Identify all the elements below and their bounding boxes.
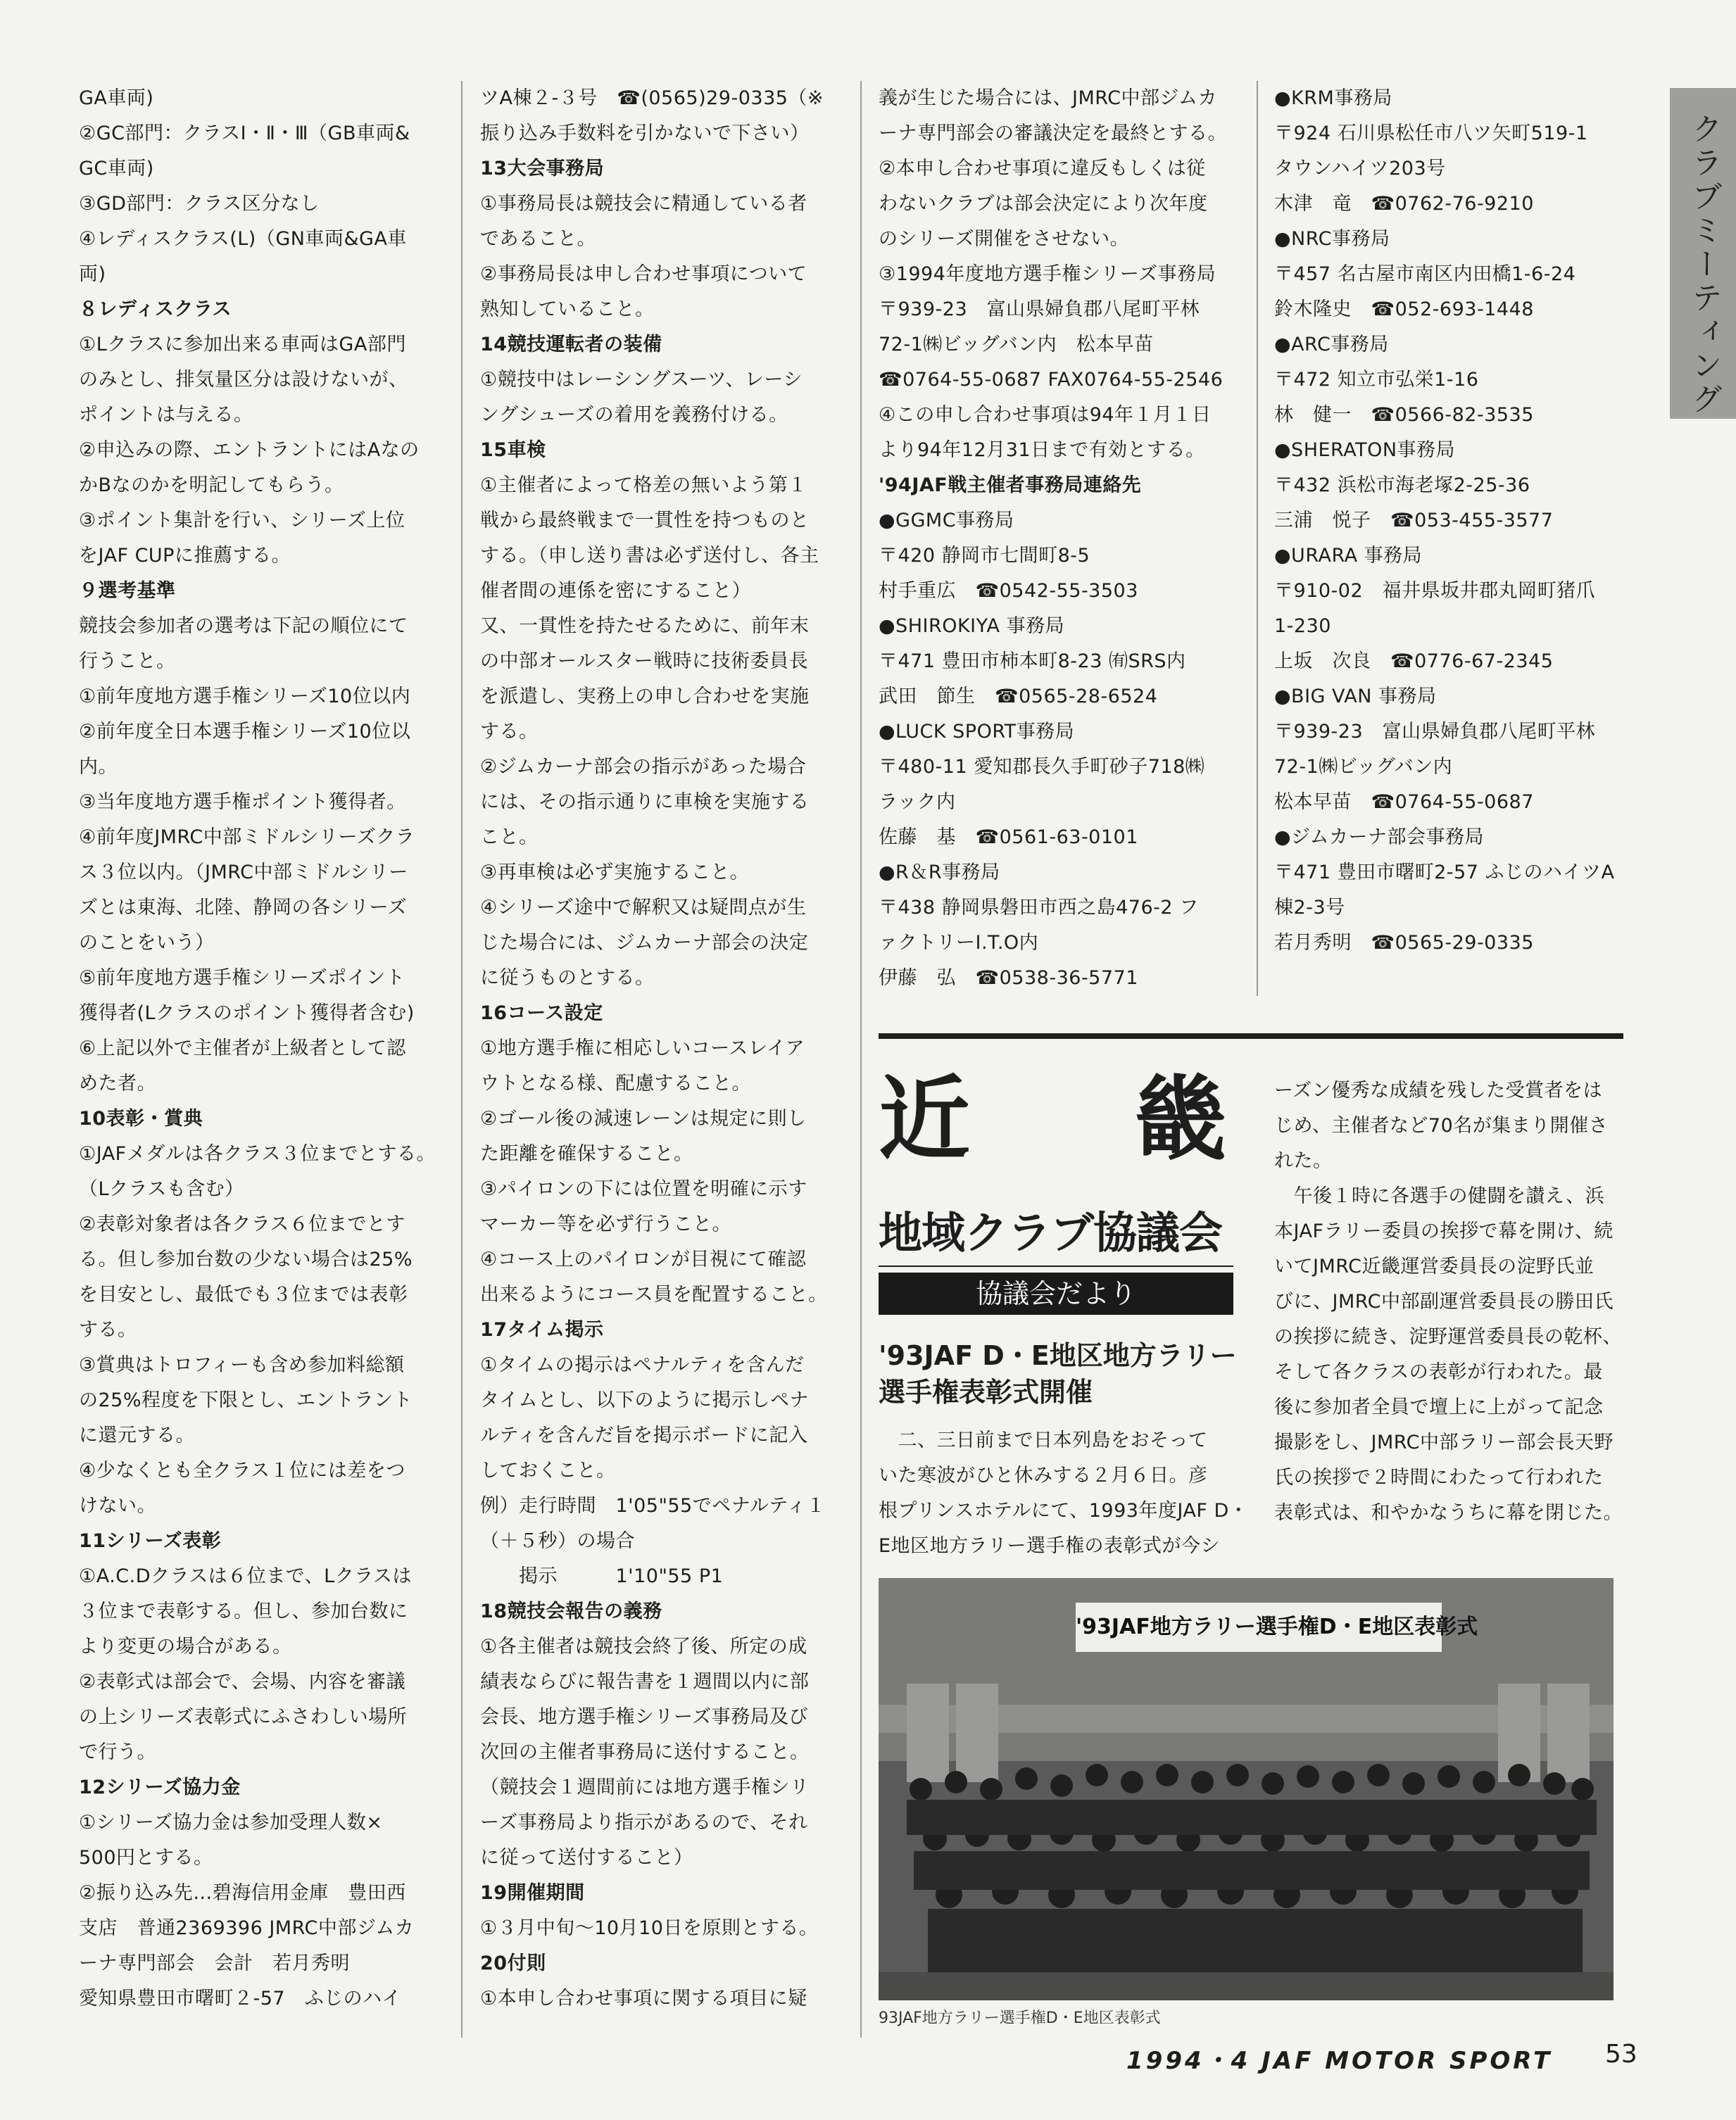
text-line: ④少なくとも全クラス１位には差をつ bbox=[79, 1460, 405, 1482]
text-line: ●URARA 事務局 bbox=[1274, 545, 1423, 567]
text-line: ①シリーズ協力金は参加受理人数× bbox=[79, 1812, 383, 1834]
text-line: のことをいう） bbox=[79, 932, 215, 954]
text-line: ③当年度地方選手権ポイント獲得者。 bbox=[79, 791, 406, 813]
section-heading: 17タイム掲示 bbox=[480, 1319, 604, 1341]
text-line: を派遣し、実務上の申し合わせを実施 bbox=[480, 686, 810, 707]
text-line: 表彰式は、和やかなうちに幕を閉じた。 bbox=[1274, 1502, 1623, 1524]
text-line: 振り込み手数料を引かないで下さい） bbox=[480, 122, 810, 144]
newsletter-bar: 協議会だより bbox=[879, 1273, 1233, 1315]
text-line: わないクラブは部会決定により次年度 bbox=[879, 193, 1208, 215]
text-line: ーズン優秀な成績を残した受賞者をは bbox=[1274, 1080, 1603, 1102]
text-line: しておくこと。 bbox=[480, 1460, 616, 1482]
text-line: ３位まで表彰する。但し、参加台数に bbox=[79, 1601, 408, 1622]
section-heading: 12シリーズ協力金 bbox=[79, 1777, 241, 1798]
text-line: ●ジムカーナ部会事務局 bbox=[1274, 826, 1484, 848]
text-line: のみとし、排気量区分は設けないが、 bbox=[79, 369, 408, 391]
text-line: をJAF CUPに推薦する。 bbox=[79, 545, 291, 567]
column-divider bbox=[1257, 81, 1258, 996]
text-line: 績表ならびに報告書を１週間以内に部 bbox=[480, 1671, 810, 1693]
text-line: 棟2-3号 bbox=[1274, 897, 1345, 919]
text-line: 72-1㈱ビッグバン内 bbox=[1274, 756, 1453, 778]
text-line: に従って送付すること） bbox=[480, 1847, 693, 1869]
text-line: 〒438 静岡県磐田市西之島476-2 フ bbox=[879, 897, 1199, 919]
text-line: ーズ事務局より指示があるので、それ bbox=[480, 1812, 808, 1834]
text-line: ①地方選手権に相応しいコースレイア bbox=[480, 1037, 805, 1059]
text-line: 上坂 次良 ☎0776-67-2345 bbox=[1274, 650, 1554, 672]
section-heading: 18競技会報告の義務 bbox=[480, 1601, 662, 1622]
text-line: で行う。 bbox=[79, 1741, 156, 1763]
article-title-line-2: 選手権表彰式開催 bbox=[879, 1377, 1093, 1408]
text-line: ④レディスクラス(L)（GN車両&GA車 bbox=[79, 228, 407, 250]
text-line: ①各主催者は競技会終了後、所定の成 bbox=[480, 1636, 807, 1658]
text-line: 熟知していること。 bbox=[480, 298, 655, 320]
text-line: ラック内 bbox=[879, 791, 956, 813]
text-line: の25%程度を下限とし、エントラント bbox=[79, 1389, 413, 1411]
council-heading: 地域クラブ協議会 bbox=[879, 1207, 1223, 1258]
text-line: 武田 節生 ☎0565-28-6524 bbox=[879, 686, 1158, 707]
text-line: 競技会参加者の選考は下記の順位にて bbox=[79, 615, 408, 637]
text-line: する。 bbox=[480, 721, 539, 743]
text-line: 〒457 名古屋市南区内田橋1-6-24 bbox=[1274, 263, 1576, 285]
text-line: じた場合には、ジムカーナ部会の決定 bbox=[480, 932, 809, 954]
text-line: ①タイムの掲示はペナルティを含んだ bbox=[480, 1354, 805, 1376]
text-line: ングシューズの着用を義務付ける。 bbox=[480, 404, 788, 426]
text-line: ①主催者によって格差の無いよう第１ bbox=[480, 474, 807, 496]
text-line: 〒939-23 富山県婦負郡八尾町平林 bbox=[1274, 721, 1596, 743]
text-line: には、その指示通りに車検を実施する bbox=[480, 791, 810, 813]
column-4 bbox=[1274, 81, 1647, 961]
text-line: ①事務局長は競技会に精通している者 bbox=[480, 193, 807, 215]
text-line: の挨拶に続き、淀野運営委員長の乾杯、 bbox=[1274, 1326, 1622, 1348]
text-line: ●GGMC事務局 bbox=[879, 510, 1014, 531]
text-line: より94年12月31日まで有効とする。 bbox=[879, 439, 1205, 461]
section-heading: 15車検 bbox=[480, 439, 546, 461]
text-line: ②振り込み先…碧海信用金庫 豊田西 bbox=[79, 1882, 406, 1904]
text-line: であること。 bbox=[480, 228, 596, 250]
text-line: マーカー等を必ず行うこと。 bbox=[480, 1213, 731, 1235]
article-title-line-1: '93JAF D・E地区地方ラリー bbox=[879, 1340, 1237, 1371]
text-line: タイムとし、以下のように掲示しペナ bbox=[480, 1389, 809, 1411]
footer-magazine: 1994・4 JAF MOTOR SPORT bbox=[1126, 2047, 1553, 2075]
text-line: 72-1㈱ビッグバン内 松本早苗 bbox=[879, 334, 1154, 355]
text-line: ②本申し合わせ事項に違反もしくは従 bbox=[879, 158, 1206, 179]
text-line: ①３月中旬～10月10日を原則とする。 bbox=[480, 1917, 819, 1939]
section-heading: ８レディスクラス bbox=[79, 298, 232, 320]
text-line: 二、三日前まで日本列島をおそって bbox=[879, 1430, 1208, 1451]
text-line: ③パイロンの下には位置を明確に示す bbox=[480, 1178, 807, 1200]
text-line: ①JAFメダルは各クラス３位までとする。 bbox=[79, 1143, 436, 1165]
text-line: GA車両) bbox=[79, 87, 154, 109]
text-line: 三浦 悦子 ☎053-455-3577 bbox=[1274, 510, 1554, 531]
section-heading: 10表彰・賞典 bbox=[79, 1108, 203, 1130]
page-number: 53 bbox=[1605, 2040, 1637, 2069]
text-line: た距離を確保すること。 bbox=[480, 1143, 693, 1165]
column-divider bbox=[860, 81, 862, 2038]
text-line: を目安とし、最低でも３位までは表彰 bbox=[79, 1284, 408, 1306]
text-line: ①Lクラスに参加出来る車両はGA部門 bbox=[79, 334, 406, 355]
photo-caption: 93JAF地方ラリー選手権D・E地区表彰式 bbox=[879, 2009, 1161, 2027]
text-line: 本JAFラリー委員の挨拶で幕を開け、続 bbox=[1274, 1220, 1614, 1242]
section-heading: 11シリーズ表彰 bbox=[79, 1530, 222, 1552]
text-line: 佐藤 基 ☎0561-63-0101 bbox=[879, 826, 1138, 848]
text-line: 根プリンスホテルにて、1993年度JAF D・ bbox=[879, 1500, 1249, 1522]
text-line: する。（申し送り書は必ず送付し、各主 bbox=[480, 545, 819, 567]
text-line: こと。 bbox=[480, 826, 539, 848]
text-line: ●LUCK SPORT事務局 bbox=[879, 721, 1075, 743]
section-heading: 16コース設定 bbox=[480, 1002, 603, 1024]
column-1 bbox=[79, 81, 448, 2017]
text-line: 村手重広 ☎0542-55-3503 bbox=[879, 580, 1138, 602]
text-line: 義が生じた場合には、JMRC中部ジムカ bbox=[879, 87, 1217, 109]
text-line: ②事務局長は申し合わせ事項について bbox=[480, 263, 807, 285]
text-line: そして各クラスの表彰が行われた。最 bbox=[1274, 1361, 1603, 1383]
text-line: 愛知県豊田市曙町２-57 ふじのハイ bbox=[79, 1988, 402, 2009]
text-line: （競技会１週間前には地方選手権シリ bbox=[480, 1777, 810, 1798]
text-line: 氏の挨拶で２時間にわたって行われた bbox=[1274, 1467, 1604, 1489]
text-line: 〒471 豊田市柿本町8-23 ㈲SRS内 bbox=[879, 650, 1186, 672]
text-line: ●SHERATON事務局 bbox=[1274, 439, 1456, 461]
text-line: 〒432 浜松市海老塚2-25-36 bbox=[1274, 474, 1530, 496]
article-body-left bbox=[879, 1423, 1247, 1564]
text-line: 〒939-23 富山県婦負郡八尾町平林 bbox=[879, 298, 1200, 320]
text-line: ーナ専門部会の審議決定を最終とする。 bbox=[879, 122, 1227, 144]
text-line: ②表彰対象者は各クラス６位までとす bbox=[79, 1213, 405, 1235]
text-line: いた寒波がひと休みする２月６日。彦 bbox=[879, 1465, 1208, 1487]
text-line: ス３位以内。（JMRC中部ミドルシリー bbox=[79, 862, 408, 883]
text-line: 両) bbox=[79, 263, 106, 285]
text-line: ーナ専門部会 会計 若月秀明 bbox=[79, 1952, 350, 1974]
text-line: 鈴木隆史 ☎052-693-1448 bbox=[1274, 298, 1534, 320]
text-line: 若月秀明 ☎0565-29-0335 bbox=[1274, 932, 1534, 954]
column-2 bbox=[480, 81, 850, 2017]
section-heading: '94JAF戦主催者事務局連絡先 bbox=[879, 474, 1142, 496]
text-line: 次回の主催者事務局に送付すること。 bbox=[480, 1741, 810, 1763]
text-line: より変更の場合がある。 bbox=[79, 1636, 292, 1658]
text-line: じめ、主催者など70名が集まり開催さ bbox=[1274, 1115, 1609, 1137]
text-line: GC車両) bbox=[79, 158, 154, 179]
text-line: ☎0764-55-0687 FAX0764-55-2546 bbox=[879, 369, 1224, 391]
text-line: ●R＆R事務局 bbox=[879, 862, 1000, 883]
section-heading: 20付則 bbox=[480, 1952, 546, 1974]
text-line: ②GC部門：クラスⅠ・Ⅱ・Ⅲ（GB車両& bbox=[79, 122, 410, 144]
text-line: びに、JMRC中部副運営委員長の勝田氏 bbox=[1274, 1291, 1614, 1313]
text-line: 戦から最終戦まで一貫性を持つものと bbox=[480, 510, 810, 531]
text-line: ②表彰式は部会で、会場、内容を審議 bbox=[79, 1671, 406, 1693]
text-line: 〒471 豊田市曙町2-57 ふじのハイツA bbox=[1274, 862, 1615, 883]
text-line: タウンハイツ203号 bbox=[1274, 158, 1446, 179]
text-line: ●ARC事務局 bbox=[1274, 334, 1389, 355]
article-body-right bbox=[1274, 1073, 1647, 1531]
section-rule bbox=[879, 1033, 1623, 1039]
text-line: ウトとなる様、配慮すること。 bbox=[480, 1073, 751, 1094]
text-line: （Lクラスも含む） bbox=[79, 1178, 244, 1200]
text-line: ②前年度全日本選手権シリーズ10位以 bbox=[79, 721, 411, 743]
section-heading: 14競技運転者の装備 bbox=[480, 334, 662, 355]
text-line: ルティを含んだ旨を掲示ボードに記入 bbox=[480, 1425, 808, 1446]
text-line: ①A.C.Dクラスは６位まで、Lクラスは bbox=[79, 1565, 412, 1587]
text-line: ②ジムカーナ部会の指示があった場合 bbox=[480, 756, 807, 778]
text-line: ③ポイント集計を行い、シリーズ上位 bbox=[79, 510, 405, 531]
group-photo bbox=[879, 1578, 1614, 2000]
text-line: の上シリーズ表彰式にふさわしい場所 bbox=[79, 1706, 408, 1728]
text-line: 〒420 静岡市七間町8-5 bbox=[879, 545, 1090, 567]
text-line: 出来るようにコース員を配置すること。 bbox=[480, 1284, 828, 1306]
text-line: 後に参加者全員で壇上に上がって記念 bbox=[1274, 1396, 1604, 1418]
text-line: ②申込みの際、エントラントにはAなの bbox=[79, 439, 420, 461]
text-line: ①前年度地方選手権シリーズ10位以内 bbox=[79, 686, 411, 707]
section-heading: 19開催期間 bbox=[480, 1882, 585, 1904]
text-line: ⑥上記以外で主催者が上級者として認 bbox=[79, 1037, 406, 1059]
text-line: 例）走行時間 1'05"55でペナルティ１ bbox=[480, 1495, 826, 1517]
text-line: ●SHIROKIYA 事務局 bbox=[879, 615, 1065, 637]
region-heading-kanji-2: 畿 bbox=[1135, 1066, 1227, 1173]
text-line: （＋５秒）の場合 bbox=[480, 1530, 635, 1552]
text-line: ●NRC事務局 bbox=[1274, 228, 1390, 250]
text-line: ④この申し合わせ事項は94年１月１日 bbox=[879, 404, 1212, 426]
text-line: E地区地方ラリー選手権の表彰式が今シ bbox=[879, 1535, 1221, 1557]
text-line: 〒472 知立市弘栄1-16 bbox=[1274, 369, 1479, 391]
text-line: 〒924 石川県松任市八ツ矢町519-1 bbox=[1274, 122, 1588, 144]
text-line: ⑤前年度地方選手権シリーズポイント bbox=[79, 967, 405, 989]
text-line: に従うものとする。 bbox=[480, 967, 655, 989]
text-line: ツA棟２-３号 ☎(0565)29-0335（※ bbox=[480, 87, 824, 109]
text-line: ③GD部門：クラス区分なし bbox=[79, 193, 320, 215]
text-line: ③1994年度地方選手権シリーズ事務局 bbox=[879, 263, 1216, 285]
text-line: 松本早苗 ☎0764-55-0687 bbox=[1274, 791, 1534, 813]
text-line: れた。 bbox=[1274, 1150, 1333, 1172]
text-line: かBなのかを明記してもらう。 bbox=[79, 474, 344, 496]
text-line: 午後１時に各選手の健闘を讃え、浜 bbox=[1274, 1185, 1605, 1207]
text-line: る。但し参加台数の少ない場合は25% bbox=[79, 1249, 413, 1270]
column-divider bbox=[461, 81, 463, 2038]
text-line: ②ゴール後の減速レーンは規定に則し bbox=[480, 1108, 807, 1130]
text-line: ④コース上のパイロンが目視にて確認 bbox=[480, 1249, 807, 1270]
text-line: 催者間の連係を密にすること） bbox=[480, 580, 751, 602]
text-line: ポイントは与える。 bbox=[79, 404, 253, 426]
text-line: 撮影をし、JMRC中部ラリー部会長天野 bbox=[1274, 1432, 1614, 1453]
text-line: ③再車検は必ず実施すること。 bbox=[480, 862, 750, 883]
text-line: ①競技中はレーシングスーツ、レーシ bbox=[480, 369, 803, 391]
text-line: けない。 bbox=[79, 1495, 156, 1517]
section-tab-label: クラブミーティング bbox=[1686, 113, 1722, 417]
text-line: ァクトリーI.T.O内 bbox=[879, 932, 1039, 954]
text-line: ●KRM事務局 bbox=[1274, 87, 1392, 109]
text-line: 掲示 1'10"55 P1 bbox=[480, 1565, 724, 1587]
text-line: ④前年度JMRC中部ミドルシリーズクラ bbox=[79, 826, 415, 848]
text-line: 500円とする。 bbox=[79, 1847, 213, 1869]
text-line: 獲得者(Lクラスのポイント獲得者含む) bbox=[79, 1002, 415, 1024]
text-line: する。 bbox=[79, 1319, 137, 1341]
text-line: ●BIG VAN 事務局 bbox=[1274, 686, 1437, 707]
column-3 bbox=[879, 81, 1252, 996]
section-heading: 13大会事務局 bbox=[480, 158, 605, 179]
text-line: いてJMRC近畿運営委員長の淀野氏並 bbox=[1274, 1256, 1595, 1277]
region-heading-kanji-1: 近 bbox=[879, 1066, 971, 1173]
section-heading: ９選考基準 bbox=[79, 580, 176, 602]
text-line: 〒910-02 福井県坂井郡丸岡町猪爪 bbox=[1274, 580, 1596, 602]
text-line: の中部オールスター戦時に技術委員長 bbox=[480, 650, 809, 672]
text-line: 〒480-11 愛知郡長久手町砂子718㈱ bbox=[879, 756, 1205, 778]
text-line: 木津 竜 ☎0762-76-9210 bbox=[1274, 193, 1534, 215]
photo-banner: '93JAF地方ラリー選手権D・E地区表彰式 bbox=[1076, 1603, 1442, 1652]
text-line: 支店 普通2369396 JMRC中部ジムカ bbox=[79, 1917, 415, 1939]
text-line: めた者。 bbox=[79, 1073, 156, 1094]
text-line: ④シリーズ途中で解釈又は疑問点が生 bbox=[480, 897, 807, 919]
text-line: 林 健一 ☎0566-82-3535 bbox=[1274, 404, 1534, 426]
text-line: 伊藤 弘 ☎0538-36-5771 bbox=[879, 967, 1138, 989]
text-line: ①本申し合わせ事項に関する項目に疑 bbox=[480, 1988, 807, 2009]
text-line: 会長、地方選手権シリーズ事務局及び bbox=[480, 1706, 809, 1728]
heading-rule bbox=[879, 1266, 1233, 1270]
text-line: 行うこと。 bbox=[79, 650, 176, 672]
text-line: ズとは東海、北陸、静岡の各シリーズ bbox=[79, 897, 408, 919]
text-line: に還元する。 bbox=[79, 1425, 195, 1446]
text-line: ③賞典はトロフィーも含め参加料総額 bbox=[79, 1354, 405, 1376]
article-title bbox=[879, 1337, 1245, 1411]
text-line: 内。 bbox=[79, 756, 118, 778]
text-line: 1-230 bbox=[1274, 615, 1331, 637]
text-line: 又、一貫性を持たせるために、前年末 bbox=[480, 615, 810, 637]
text-line: のシリーズ開催をさせない。 bbox=[879, 228, 1130, 250]
